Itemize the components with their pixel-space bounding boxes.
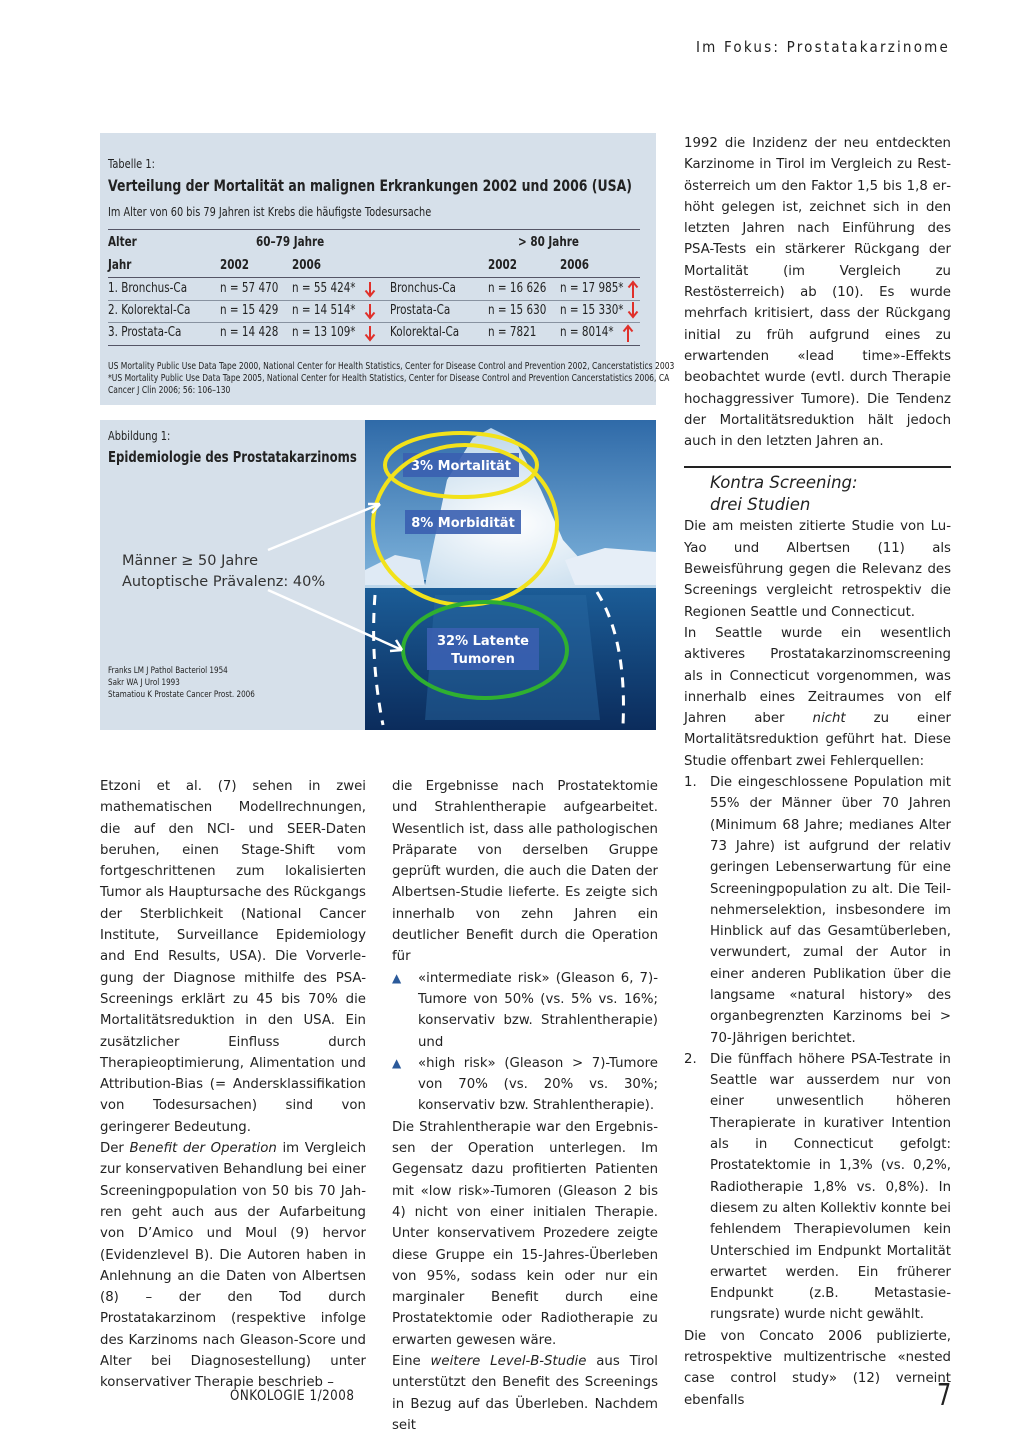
pointer-arrows	[260, 490, 420, 660]
head-alter: Alter	[108, 235, 137, 250]
figure-ref-3: Stamatiou K Prostate Cancer Prost. 2006	[108, 690, 255, 700]
text-column-3	[684, 133, 951, 1411]
col2-paragraph-2: Die Strahlentherapie war den Ergebnissen der Operation unterlegen. Im Gegensatz dazu profitierten Patienten mit «low risk»-Tumoren (Gleason 2 bis 4) nicht von einer initialen Therapie. Unter konservativem Prozedere zeigte diese Gruppe ein 15-Jahres-Überleben von 95%, sodass kein oder nur ein marginaler Benefit durch eine Prostatektomie oder Radiotherapie zu erwarten gewesen wäre.	[392, 1119, 658, 1348]
cell-r2-e: n = 15 630	[488, 303, 547, 318]
table-rule-r1	[108, 300, 640, 301]
cell-r2-f: n = 15 330*	[560, 303, 624, 318]
head-60-79: 60–79 Jahre	[256, 235, 325, 250]
head-2006-a: 2006	[292, 258, 321, 273]
cell-r2-c: n = 14 514*	[292, 303, 356, 318]
text-column-1	[100, 776, 366, 1394]
table-title: Verteilung der Mortalität an malignen Erkrankungen 2002 und 2006 (USA)	[108, 176, 632, 195]
table-rule-top	[108, 229, 640, 230]
table-footnote-1: US Mortality Public Use Data Tape 2000, National Center for Health Statistics, Center for Disease Control and Prevention 2002, Cancerstatistics 2003	[108, 361, 675, 372]
cell-r2-b: n = 15 429	[220, 303, 279, 318]
down-arrow-icon	[364, 281, 376, 299]
tag-latent-1: 32% Latente	[436, 634, 530, 649]
tag-morbidity: 8% Morbidität	[411, 516, 515, 531]
col1-paragraph-1: Etzoni et al. (7) sehen in zwei mathematischen Modellrechnungen, die auf den NCI- und SEER-Daten beruhen, einen Stage-Shift vom fortgeschrittenen zum lokalisierten Tumor als Hauptursache des Rückgangs der Sterblichkeit (National Cancer Institute, Surveillance Epidemiology and End Results, USA). Die Vorverlegung der Diagnose mithilfe des PSA-Screenings erklärt zu 45 bis 70% die Mortalitätsreduktion in den USA. Ein zusätzlicher Einfluss durch Therapieoptimierung, Alimentation und Attribution-Bias (= Andersklassifikation von Todesursachen) sind von geringerer Bedeutung.	[100, 779, 366, 1135]
head-jahr: Jahr	[108, 258, 132, 273]
figure-ref-1: Franks LM J Pathol Bacteriol 1954	[108, 666, 228, 676]
down-arrow-icon	[364, 325, 376, 343]
list-number-1: 1.	[684, 775, 697, 791]
col2-paragraph-1: die Ergebnisse nach Prostatektomie und Strahlentherapie aufgearbeitet. Wesentlich ist, dass alle pathologischen Präparate von derselben Gruppe geprüft wurden, die auch die Daten der Albertsen-Studie lieferte. Es zeigte sich innerhalb von zehn Jahren ein deutlicher Benefit durch die Operation für	[392, 779, 658, 965]
up-arrow-icon	[627, 279, 639, 299]
text-column-2	[392, 776, 658, 1436]
col2-bullet-1-text: «intermediate risk» (Gleason 6, 7)-Tumore von 50% (vs. 5% vs. 16%; konservativ bzw. Strahlentherapie) und	[418, 970, 658, 1050]
tag-mortality: 3% Mortalität	[411, 459, 511, 474]
col2-bullet-2-text: «high risk» (Gleason > 7)-Tumore von 70% (vs. 20% vs. 30%; konservativ bzw. Strahlentherapie).	[418, 1055, 658, 1114]
cell-r1-e: n = 16 626	[488, 281, 547, 296]
list-number-2: 2.	[684, 1051, 697, 1067]
list-text-2: Die fünffach höhere PSA-Testrate in Seattle war ausserdem nur von einer unwesentlich höheren Therapierate in kurativer Intention als in Connecticut gefolgt: Prostatektomie in 1,3% (vs. 0,2%, Radiotherapie 1,8% vs. 0,8%). In diesem zu alten Kollektiv konnte bei fehlendem Therapievolumen kein Unterschied im Endpunkt Mortalität erwartet werden. Ein früherer Endpunkt (z.B. Metastasierungsrate) wurde nicht gewählt.	[710, 1051, 951, 1323]
down-arrow-icon	[364, 303, 376, 321]
cell-r3-a: 3. Prostata-Ca	[108, 325, 182, 340]
table-label: Tabelle 1:	[108, 157, 155, 171]
cell-r1-b: n = 57 470	[220, 281, 279, 296]
section-title-2: drei Studien	[710, 495, 811, 515]
section-title-1: Kontra Screening:	[710, 473, 858, 493]
col2-bullet-1	[392, 968, 658, 1053]
figure-caption-1: Männer ≥ 50 Jahre	[122, 553, 259, 569]
cell-r1-a: 1. Bronchus-Ca	[108, 281, 188, 296]
page-number: 7	[937, 1378, 952, 1413]
col1-p2-post: im Vergleich zur konservativen Behandlung bei einer Screeningpopulation von 50 bis 70 Jahren geht auch aus der Aufarbeitung von D’Amico und Moul (9) hervor (Evidenzlevel B). Die Autoren haben in Anlehnung an die Daten von Albertsen (8) – der den Tod durch Prostatakarzinom (respektive infolge des Karzinoms nach Gleason-Score und Alter bei Diagnosestellung) unter konservativer Therapie beschrieb –	[100, 1141, 366, 1391]
figure-caption-2: Autoptische Prävalenz: 40%	[122, 574, 326, 590]
tag-latent-2: Tumoren	[451, 652, 515, 667]
figure-ref-2: Sakr WA J Urol 1993	[108, 678, 180, 688]
table-rule-r2	[108, 322, 640, 323]
col3-paragraph-1: 1992 die Inzidenz der neu entdeckten Karzinome in Tirol im Vergleich zu Restösterreich um den Faktor 1,5 bis 1,8 erhöht gelegen ist, zeichnet sich in den letzten Jahren nach Einführung des PSA-Tests ein stärkerer Rückgang der Mortalität (im Vergleich zu Restösterreich) ab (10). Es wurde mehrfach kritisiert, dass der Rückgang initial zu früh aufgrund eines zu erwartenden «lead time»-Effekts beobachtet wurde (evtl. durch Therapie hochaggressiver Tumore). Die Tendenz der Mortalitätsreduktion hält jedoch auch in den letzten Jahren an.	[684, 136, 951, 450]
cell-r3-e: n = 7821	[488, 325, 537, 340]
triangle-bullet-icon: ▲	[392, 970, 402, 985]
col1-p2-em: Benefit der Operation	[129, 1141, 277, 1157]
cell-r1-f: n = 17 985*	[560, 281, 624, 296]
cell-r3-b: n = 14 428	[220, 325, 279, 340]
col3-paragraph-2: Die am meisten zitierte Studie von Lu-Yao und Albertsen (11) als Beweisführung gegen die Relevanz des Screenings vergleicht retrospektiv die Regionen Seattle und Connecticut.	[684, 519, 951, 620]
col1-p2-pre: Der	[100, 1141, 130, 1157]
down-arrow-icon	[627, 301, 639, 321]
head-2006-b: 2006	[560, 258, 589, 273]
figure-label: Abbildung 1:	[108, 429, 171, 443]
col2-bullet-2	[392, 1053, 658, 1117]
table-rule-bottom	[108, 345, 640, 346]
col3-p3-post: zu einer Mortalitätsreduktion geführt hat. Diese Studie offenbart zwei Fehlerquellen:	[684, 711, 951, 769]
table-footnote-2: *US Mortality Public Use Data Tape 2005, National Center for Health Statistics, Center for Disease Control and Prevention Cancerstatistics 2006, CA	[108, 373, 670, 384]
col1-paragraph-2	[100, 1138, 366, 1394]
running-header: Im Fokus: Prostatakarzinome	[695, 38, 950, 56]
table-subtitle: Im Alter von 60 bis 79 Jahren ist Krebs die häufigste Todesursache	[108, 204, 432, 219]
col3-p3-em: nicht	[812, 711, 846, 727]
col3-paragraph-4: Die von Concato 2006 publizierte, retrospektive multizentrische «nested case control study» (12) verneint ebenfalls	[684, 1328, 951, 1408]
triangle-bullet-icon: ▲	[392, 1055, 402, 1070]
cell-r2-a: 2. Kolorektal-Ca	[108, 303, 191, 318]
table-footnote-3: Cancer J Clin 2006; 56: 106–130	[108, 385, 231, 396]
cell-r3-c: n = 13 109*	[292, 325, 356, 340]
col2-paragraph-3	[392, 1351, 658, 1436]
table-1	[100, 133, 675, 405]
up-arrow-icon	[622, 323, 634, 343]
table-rule-head	[108, 277, 640, 278]
cell-r2-d: Prostata-Ca	[390, 303, 451, 318]
col3-p3-pre: In Seattle wurde ein wesentlich aktiveres Prostatakarzinomscreening als in Connecticut vorgenommen, was innerhalb eines Zeitraumes von elf Jahren aber	[684, 625, 951, 727]
figure-title: Epidemiologie des Prostatakarzinoms	[108, 448, 357, 466]
col2-p3-pre: Eine	[392, 1354, 431, 1370]
col3-list-item-2	[684, 1049, 951, 1326]
cell-r3-d: Kolorektal-Ca	[390, 325, 460, 340]
cell-r1-d: Bronchus-Ca	[390, 281, 456, 296]
col2-p3-em: weitere Level-B-Studie	[430, 1354, 587, 1370]
head-80: > 80 Jahre	[518, 235, 579, 250]
section-rule	[684, 466, 951, 468]
cell-r1-c: n = 55 424*	[292, 281, 356, 296]
list-text-1: Die eingeschlossene Population mit 55% der Männer über 70 Jahren (Minimum 68 Jahre; medianes Alter 73 Jahre) ist aufgrund der relativ geringen Lebenserwartung für eine Screeningpopulation zu alt. Die Teilnehmerselektion, insbesondere im Hinblick auf das Gesamtüberleben, verwundert, zumal der Autor in einer anderen Publikation über die langsame «natural history» des organbegrenzten Karzinoms bei > 70-Jährigen berichtet.	[710, 775, 951, 1046]
journal-footer: ONKOLOGIE 1/2008	[230, 1388, 355, 1404]
col2-p3-post: aus Tirol unterstützt den Benefit des Screenings in Bezug auf das Überleben. Nachdem seit	[392, 1354, 659, 1433]
col3-list-item-1	[684, 772, 951, 1049]
col3-paragraph-3	[684, 623, 951, 772]
head-2002-a: 2002	[220, 258, 249, 273]
head-2002-b: 2002	[488, 258, 517, 273]
cell-r3-f: n = 8014*	[560, 325, 614, 340]
